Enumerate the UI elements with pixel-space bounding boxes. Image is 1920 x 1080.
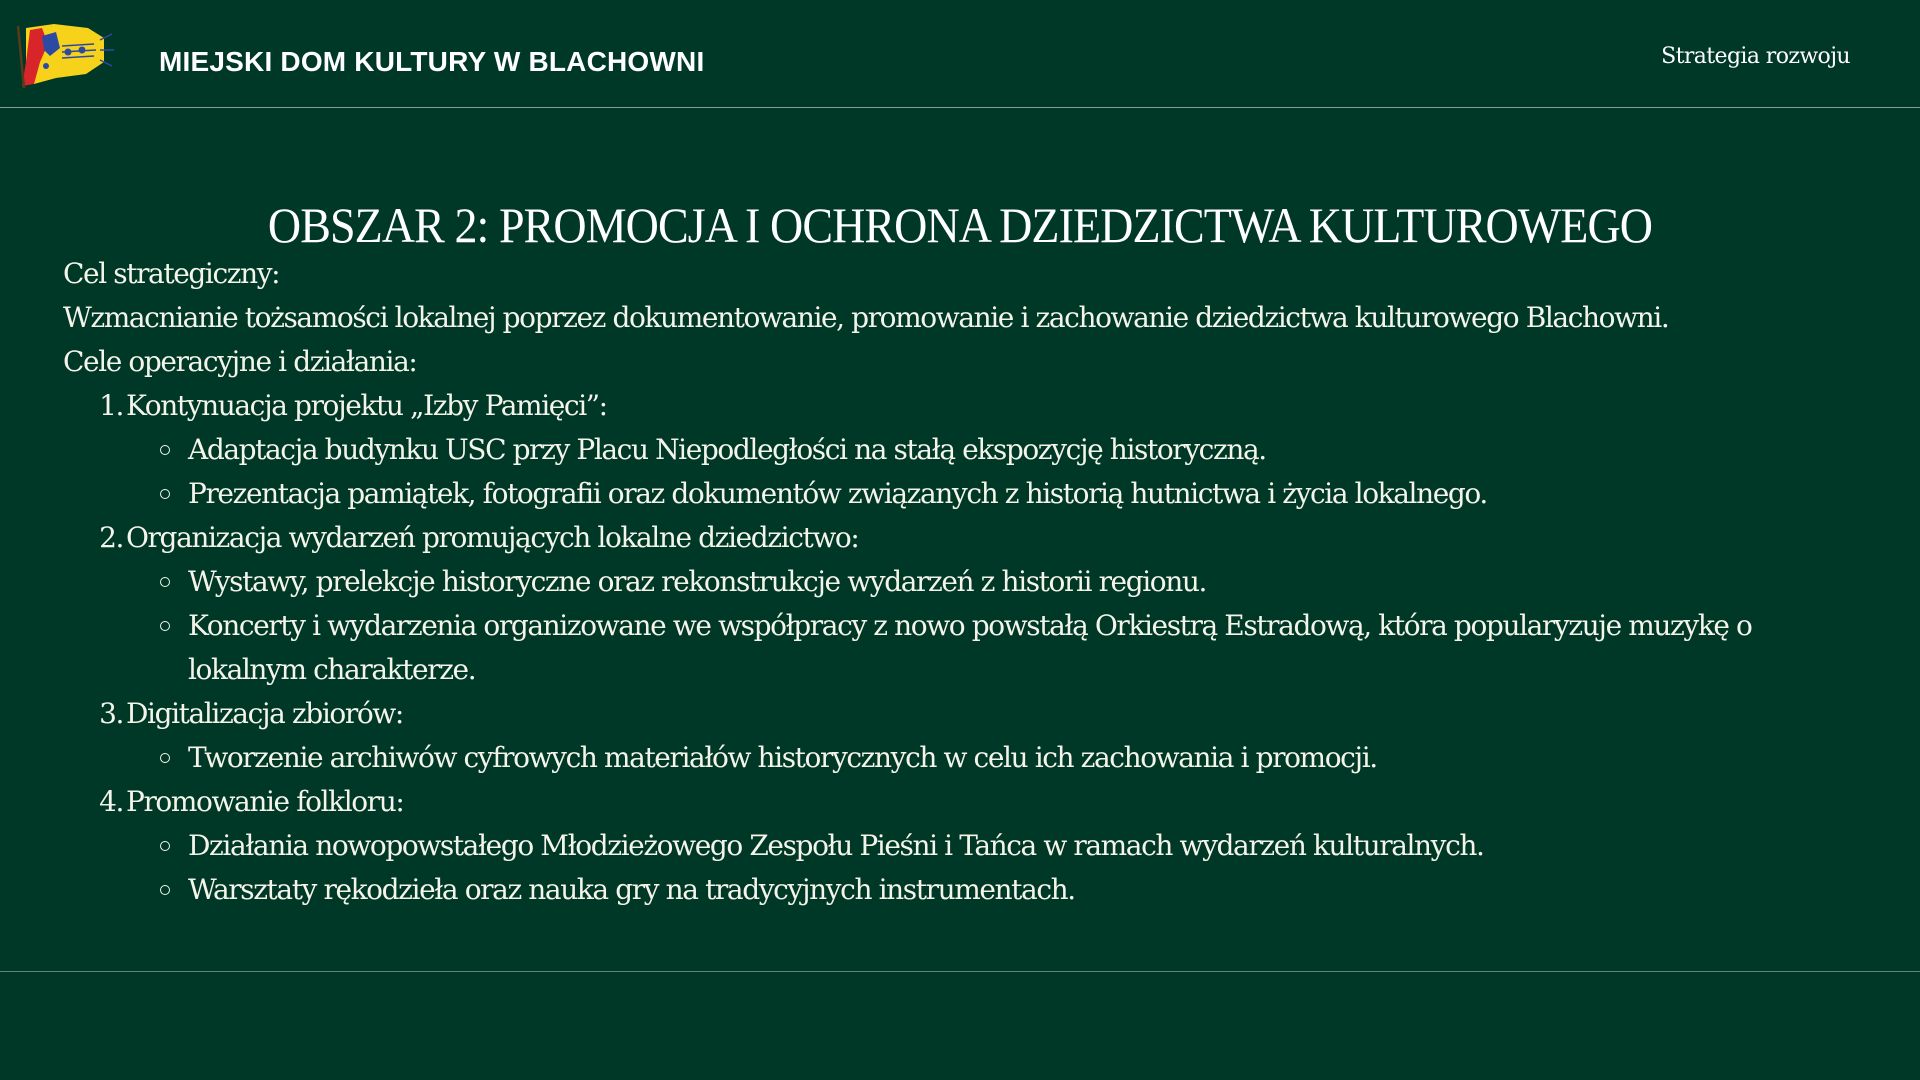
bullet-circle-icon [160,621,170,631]
action-item [63,868,1863,912]
bullet-circle-icon [160,489,170,499]
bullet-circle-icon [160,577,170,587]
objectives-heading: Cele operacyjne i działania: [63,345,417,378]
action-text: Działania nowopowstałego Młodzieżowego Zespołu Pieśni i Tańca w ramach wydarzeń kulturalnych. [188,829,1484,862]
slide-title: OBSZAR 2: PROMOCJA I OCHRONA DZIEDZICTWA KULTUROWEGO [267,197,1653,253]
bullet-circle-icon [160,841,170,851]
action-text: Wystawy, prelekcje historyczne oraz rekonstrukcje wydarzeń z historii regionu. [188,565,1207,598]
objective-number: 3. [99,697,123,730]
goal-text: Wzmacnianie tożsamości lokalnej poprzez dokumentowanie, promowanie i zachowanie dziedzictwa kulturowego Blachowni. [63,301,1669,334]
objectives-list [63,384,1863,912]
objective-title: Organizacja wydarzeń promujących lokalne dziedzictwo: [126,521,859,554]
bullet-circle-icon [160,445,170,455]
bullet-circle-icon [160,885,170,895]
header-bar [0,0,1920,108]
action-list [63,428,1863,516]
objective-number: 1. [99,389,123,422]
objective-item [63,692,1863,780]
organization-name: MIEJSKI DOM KULTURY W BLACHOWNI [159,46,705,77]
objective-title: Promowanie folkloru: [126,785,404,818]
action-item [63,736,1863,780]
action-text: Tworzenie archiwów cyfrowych materiałów historycznych w celu ich zachowania i promocji. [188,741,1377,774]
objective-item [63,516,1863,692]
objective-title: Digitalizacja zbiorów: [126,697,403,730]
objective-item [63,780,1863,912]
action-item [63,824,1863,868]
action-text: Prezentacja pamiątek, fotografii oraz dokumentów związanych z historią hutnictwa i życia lokalnego. [188,477,1487,510]
action-item [63,560,1863,604]
objective-item [63,384,1863,516]
goal-heading: Cel strategiczny: [63,257,280,290]
footer-divider [0,971,1920,972]
logo-icon [16,22,116,90]
action-item [63,472,1863,516]
objective-title: Kontynuacja projektu „Izby Pamięci”: [126,389,607,422]
action-item [63,604,1863,692]
action-list [63,560,1863,692]
objective-number: 2. [99,521,123,554]
action-list [63,736,1863,780]
bullet-circle-icon [160,753,170,763]
action-item [63,428,1863,472]
slide-body [63,252,1863,912]
objective-number: 4. [99,785,123,818]
action-list [63,824,1863,912]
action-text: Warsztaty rękodzieła oraz nauka gry na tradycyjnych instrumentach. [188,873,1075,906]
action-text: Adaptacja budynku USC przy Placu Niepodległości na stałą ekspozycję historyczną. [188,433,1266,466]
document-label: Strategia rozwoju [1661,44,1850,69]
action-text: Koncerty i wydarzenia organizowane we współpracy z nowo powstałą Orkiestrą Estradową, która popularyzuje muzykę o lokalnym charakterze. [188,609,1752,686]
